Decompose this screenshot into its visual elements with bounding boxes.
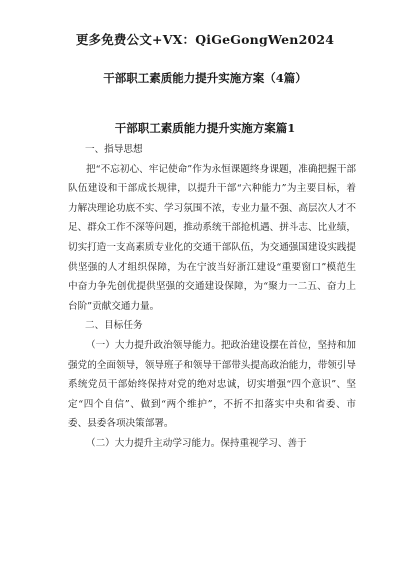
document-title: 干部职工素质能力提升实施方案（4篇） [103,71,307,85]
document-body [68,140,356,454]
paragraph-guiding-ideology: 把“不忘初心、牢记使命”作为永恒课题终身课题，准确把握干部队伍建设和干部成长规律，以提升干部“六种能力”为主要目标，着力解决理论功底不实、学习氛围不浓，专业力量不强、高层次人才不足、群众工作不深等问题，推动系统干部抢机遇、拼斗志、比业绩，切实打造一支高素质专业化的交通干部队伍，为交通强国建设实践提供坚强的人才组织保障，为在宁波当好浙江建设“重要窗口”模范生中奋力争先创优提供坚强的交通建设保障，为“聚力一二五、奋力上台阶”贡献交通力量。 [68,163,356,312]
paragraph-active-learning: （二）大力提升主动学习能力。保持重视学习、善于 [86,437,307,449]
watermark-text: 更多免费公文+VX：QiGeGongWen2024 [75,32,335,47]
paragraph-political-leadership: （一）大力提升政治领导能力。把政治建设摆在首位，坚持和加强党的全面领导，领导班子和领导干部带头提高政治能力，带领引导系统党员干部始终保持对党的绝对忠诚，切实增强“四个意识”、坚定“四个自信”、做到“两个维护”，不折不扣落实中央和省委、市委、县委各项决策部署。 [68,339,356,430]
heading-goals-tasks: 二、目标任务 [85,320,143,332]
section-title: 干部职工素质能力提升实施方案篇1 [114,121,296,135]
heading-guiding-ideology: 一、指导思想 [85,144,143,155]
